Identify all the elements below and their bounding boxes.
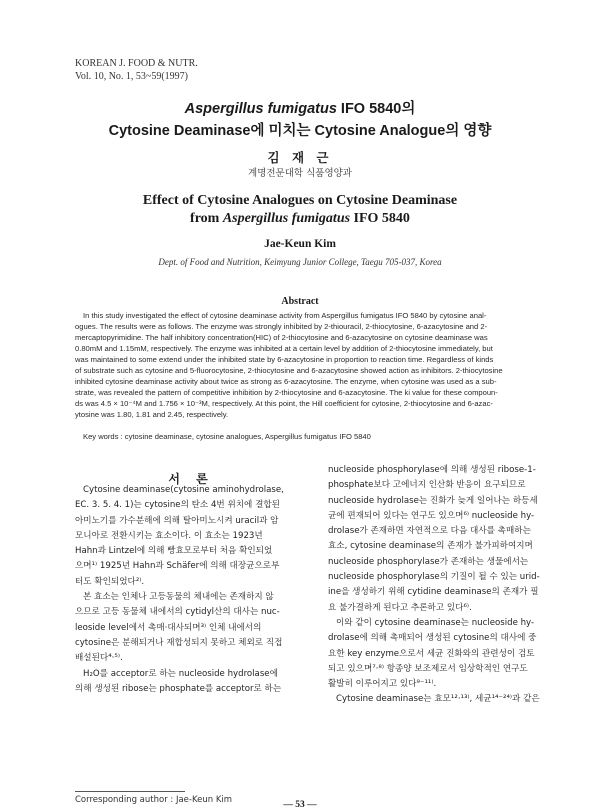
corresponding-author: Corresponding author : Jae-Keun Kim xyxy=(75,795,233,805)
body-column-right xyxy=(328,463,563,708)
korean-title-line2: Cytosine Deaminase에 미치는 Cytosine Analogue의 영향 xyxy=(108,123,492,139)
korean-affiliation: 계명전문대학 식품영양과 xyxy=(248,168,352,179)
abstract-line: strate, was revealed the pattern of competitive inhibition by 2-thiocytosine and 6-azacytosine. The ki value for these compoun- xyxy=(75,388,498,397)
korean-title-line1 xyxy=(40,97,560,118)
abstract-line: ytosine was 1.80, 1.81 and 2.45, respectively. xyxy=(75,410,229,419)
english-title-organism: Aspergillus fumigatus xyxy=(222,211,351,226)
korean-title-organism: Aspergillus fumigatus xyxy=(184,101,337,117)
body-line: phosphate보다 고에너지 인산화 반응이 요구되므로 xyxy=(328,480,526,491)
section-heading-introduction: 서 론 xyxy=(168,472,214,486)
journal-volume: Vol. 10, No. 1, 53~59(1997) xyxy=(75,71,189,82)
journal-header xyxy=(75,57,198,83)
english-title-line2 xyxy=(40,211,560,227)
body-line: Cytosine deaminase는 효모¹²·¹³⁾, 세균¹⁴⁻²⁴⁾과 같은 xyxy=(336,694,540,705)
abstract-line: In this study investigated the effect of cytosine deaminase activity from Aspergillus fumigatus IFO 5840 by cytosine anal- xyxy=(83,311,487,320)
abstract-line: inhibited cytosine deaminase activity about twice as strong as 6-azacytosine. The enzyme, when cytosine was used as a sub- xyxy=(75,377,497,386)
body-line: 아미노기를 가수분해에 의해 탈아미노시켜 uracil과 암 xyxy=(75,515,279,526)
body-line: leoside level에서 촉매·대사되며³⁾ 인체 내에서의 xyxy=(75,622,262,633)
keywords-text: cytosine deaminase, cytosine analogues, Aspergillus fumigatus IFO 5840 xyxy=(124,432,371,441)
body-line: nucleoside phosphorylase에 의해 생성된 ribose-1- xyxy=(328,465,536,475)
body-line: 활발히 이루어지고 있다⁹⁻¹¹⁾. xyxy=(328,679,437,690)
body-line: H₂O를 acceptor로 하는 nucleoside hydrolase에 xyxy=(83,668,278,679)
abstract-line: 0.80mM and 1.15mM, respectively. The enzyme was inhibited at a certain level by addition of 2-thiocytosine immediately, but xyxy=(75,344,493,353)
body-line: drolase가 존재하면 자연적으로 다음 대사를 촉매하는 xyxy=(328,526,531,537)
abstract-line: was maintained to some extend under the inhibited state by 6-azacytosine in proportion to reaction time. Regardless of kinds xyxy=(75,355,494,364)
body-line: 터도 확인되었다²⁾. xyxy=(75,576,145,587)
body-line: 요한 key enzyme으로서 세균 진화와의 관련성이 검토 xyxy=(328,648,535,659)
english-affiliation: Dept. of Food and Nutrition, Keimyung Junior College, Taegu 705-037, Korea xyxy=(158,257,442,267)
keywords-label: Key words : xyxy=(83,432,125,441)
body-line: 균에 편재되어 있다는 연구도 있으며⁶⁾ nucleoside hy- xyxy=(328,510,535,521)
abstract-line: ds was 4.5 × 10⁻⁴M and 1.756 × 10⁻³M, respectively. At this point, the Hill coefficient for cytosine, 2-thiocytosine and 6-azac- xyxy=(75,399,493,408)
body-line: 효소, cytosine deaminase의 존재가 불가피하여지며 xyxy=(328,541,533,552)
english-title-prefix: from xyxy=(190,211,223,226)
body-line: ine을 생성하기 위해 cytidine deaminase의 존재가 필 xyxy=(328,587,539,598)
body-line: 요 불가결하게 된다고 추론하고 있다⁶⁾. xyxy=(328,602,472,613)
korean-title-line1-rest: IFO 5840의 xyxy=(336,101,416,117)
body-line: 이와 같이 cytosine deaminase는 nucleoside hy- xyxy=(336,617,535,628)
body-line: Hahn과 Lintzel에 의해 빵효모로부터 처음 확인되었 xyxy=(75,546,273,557)
body-line: EC. 3. 5. 4. 1)는 cytosine의 탄소 4번 위치에 결합된 xyxy=(75,500,280,511)
korean-author: 김 재 근 xyxy=(267,150,333,165)
body-line: cytosine은 분해되거나 재합성되지 못하고 체외로 직접 xyxy=(75,637,283,648)
keywords xyxy=(83,431,371,442)
body-line: 모니아로 전환시키는 효소이다. 이 효소는 1923년 xyxy=(75,530,263,541)
body-line: drolase에 의해 촉매되어 생성된 cytosine의 대사에 중 xyxy=(328,633,537,644)
page-number: — 53 — xyxy=(283,800,317,810)
body-line: 본 효소는 인체나 고등동물의 체내에는 존재하지 않 xyxy=(83,592,274,603)
footnote-divider xyxy=(75,791,185,792)
abstract-line: of substrate such as cytosine and 5-fluorocytosine, 2-thiocytosine and 6-azacytosine showed action as inhibitors. 2-thiocytosine xyxy=(75,366,503,375)
journal-name: KOREAN J. FOOD & NUTR. xyxy=(75,58,198,69)
body-line: 배설된다⁴·⁵⁾. xyxy=(75,653,123,664)
body-line: 의해 생성된 ribose는 phosphate를 acceptor로 하는 xyxy=(75,683,282,694)
english-title-suffix: IFO 5840 xyxy=(350,211,410,226)
abstract-line: ogues. The results were as follows. The enzyme was strongly inhibited by 2-thiouracil, 2-thiocytosine, 6-azacytosine and 2- xyxy=(75,322,488,331)
body-column-left xyxy=(75,483,307,697)
english-author: Jae-Keun Kim xyxy=(264,238,336,250)
abstract-line: mercaptopyrimidine. The half inhibitory concentration(HIC) of 2-thiocytosine and 6-azacytosine on cytosine deaminase was xyxy=(75,333,488,342)
english-title-line1: Effect of Cytosine Analogues on Cytosine Deaminase xyxy=(142,193,458,208)
body-line: 으므로 고등 동물체 내에서의 cytidyl산의 대사는 nuc- xyxy=(75,607,280,618)
body-line: nucleoside hydrolase는 진화가 늦게 일어나는 하등세 xyxy=(328,495,538,506)
abstract-heading: Abstract xyxy=(281,296,319,307)
body-line: 으며¹⁾ 1925년 Hahn과 Schäfer에 의해 대장균으로부 xyxy=(75,561,280,572)
abstract-body xyxy=(75,310,560,420)
body-line: nucleoside phosphorylase의 기질이 될 수 있는 urid- xyxy=(328,572,540,583)
body-line: 되고 있으며⁷·⁸⁾ 항종양 보조제로서 임상학적인 연구도 xyxy=(328,663,528,674)
body-line: nucleoside phosphorylase가 존재하는 생물에서는 xyxy=(328,556,529,567)
body-line: Cytosine deaminase(cytosine aminohydrolase, xyxy=(83,485,284,495)
